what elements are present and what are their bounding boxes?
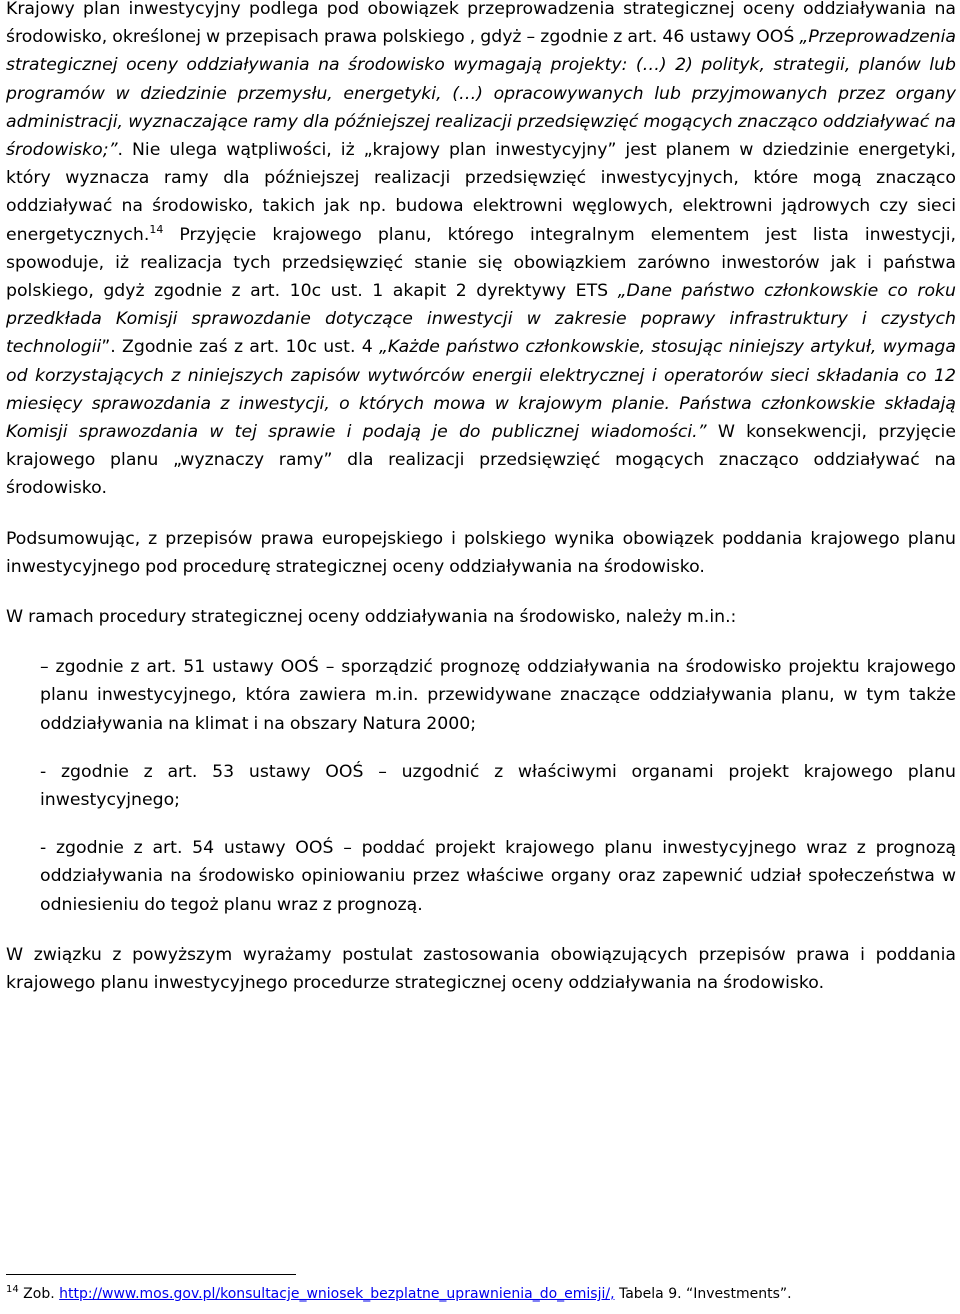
footnote-link[interactable]: http://www.mos.gov.pl/konsultacje_wniosek_bezplatne_uprawnienia_do_emisji/,: [59, 1286, 615, 1302]
paragraph-conclusion: W związku z powyższym wyrażamy postulat zastosowania obowiązujących przepisów prawa i poddania krajowego planu inwestycyjnego procedurze strategicznej oceny oddziaływania na środowisko.: [6, 944, 956, 994]
footnote-separator: [6, 1274, 296, 1275]
paragraph-national-plan: [6, 0, 956, 503]
quote-ets-art10c-1: „Dane państwo członkowskie co roku przedkłada Komisji sprawozdanie dotyczące inwestycji w zakresie poprawy infrastruktury i czystych technologii: [6, 281, 956, 358]
footnote-text: Tabela 9. “Investments”.: [614, 1286, 792, 1302]
footnote-reference[interactable]: 14: [149, 222, 164, 236]
list-item: - zgodnie z art. 53 ustawy OOŚ – uzgodnić z właściwymi organami projekt krajowego planu inwestycyjnego;: [40, 761, 956, 811]
paragraph-text: ”. Zgodnie zaś z art. 10c ust. 4: [101, 337, 379, 358]
paragraph-text: . Nie ulega wątpliwości, iż „krajowy plan inwestycyjny” jest planem w dziedzinie energetyki, który wyznacza ramy dla późniejszej realizacji przedsięwzięć inwestycyjnych, które mogą znacząco oddziaływać na środowisko, takich jak np. budowa elektrowni węglowych, elektrowni jądrowych czy sieci energetycznych.: [6, 140, 956, 245]
footnote-text: Zob.: [18, 1286, 60, 1302]
quote-ets-art10c-4: „Każde państwo członkowskie, stosując niniejszy artykuł, wymaga od korzystających z niniejszych zapisów wytwórców energii elektrycznej i operatorów sieci składania co 12 miesięcy sprawozdania z inwestycji, o których mowa w krajowym planie. Państwa członkowskie składają Komisji sprawozdania w tej sprawie i podają je do publicznej wiadomości.”: [6, 337, 956, 443]
paragraph-text: W konsekwencji, przyjęcie krajowego planu „wyznaczy ramy” dla realizacji przedsięwzięć mogących znacząco oddziaływać na środowisko.: [6, 422, 956, 499]
quote-ooś-art46: „Przeprowadzenia strategicznej oceny oddziaływania na środowisko wymagają projekty: (…) 2) polityk, strategii, planów lub programów w dziedzinie przemysłu, energetyki, (…) opracowywanych lub przyjmowanych przez organy administracji, wyznaczające ramy dla późniejszej realizacji przedsięwzięć mogących znacząco oddziaływać na środowisko;”: [6, 27, 956, 161]
paragraph-text: Krajowy plan inwestycyjny podlega pod obowiązek przeprowadzenia strategicznej oceny oddziaływania na środowisko, określonej w przepisach prawa polskiego , gdyż – zgodnie z art. 46 ustawy OOŚ: [6, 0, 956, 48]
paragraph-procedure-intro: W ramach procedury strategicznej oceny oddziaływania na środowisko, należy m.in.:: [6, 607, 737, 628]
list-item: - zgodnie z art. 54 ustawy OOŚ – poddać projekt krajowego planu inwestycyjnego wraz z prognozą oddziaływania na środowisko opiniowaniu przez właściwe organy oraz zapewnić udział społeczeństwa w odniesieniu do tegoż planu wraz z prognozą.: [40, 838, 956, 915]
footnote: [6, 1285, 792, 1303]
paragraph-text: Przyjęcie krajowego planu, którego integralnym elementem jest lista inwestycji, spowoduje, iż realizacja tych przedsięwzięć stanie się obowiązkiem zarówno inwestorów jak i państwa polskiego, gdyż zgodnie z art. 10c ust. 1 akapit 2 dyrektywy ETS: [6, 224, 956, 302]
paragraph-summary: Podsumowując, z przepisów prawa europejskiego i polskiego wynika obowiązek poddania krajowego planu inwestycyjnego pod procedurę strategicznej oceny oddziaływania na środowisko.: [6, 528, 956, 577]
list-item: – zgodnie z art. 51 ustawy OOŚ – sporządzić prognozę oddziaływania na środowisko projektu krajowego planu inwestycyjnego, która zawiera m.in. przewidywane znaczące oddziaływania planu, w tym także oddziaływania na klimat i na obszary Natura 2000;: [40, 657, 956, 734]
footnote-number: 14: [6, 1284, 19, 1295]
